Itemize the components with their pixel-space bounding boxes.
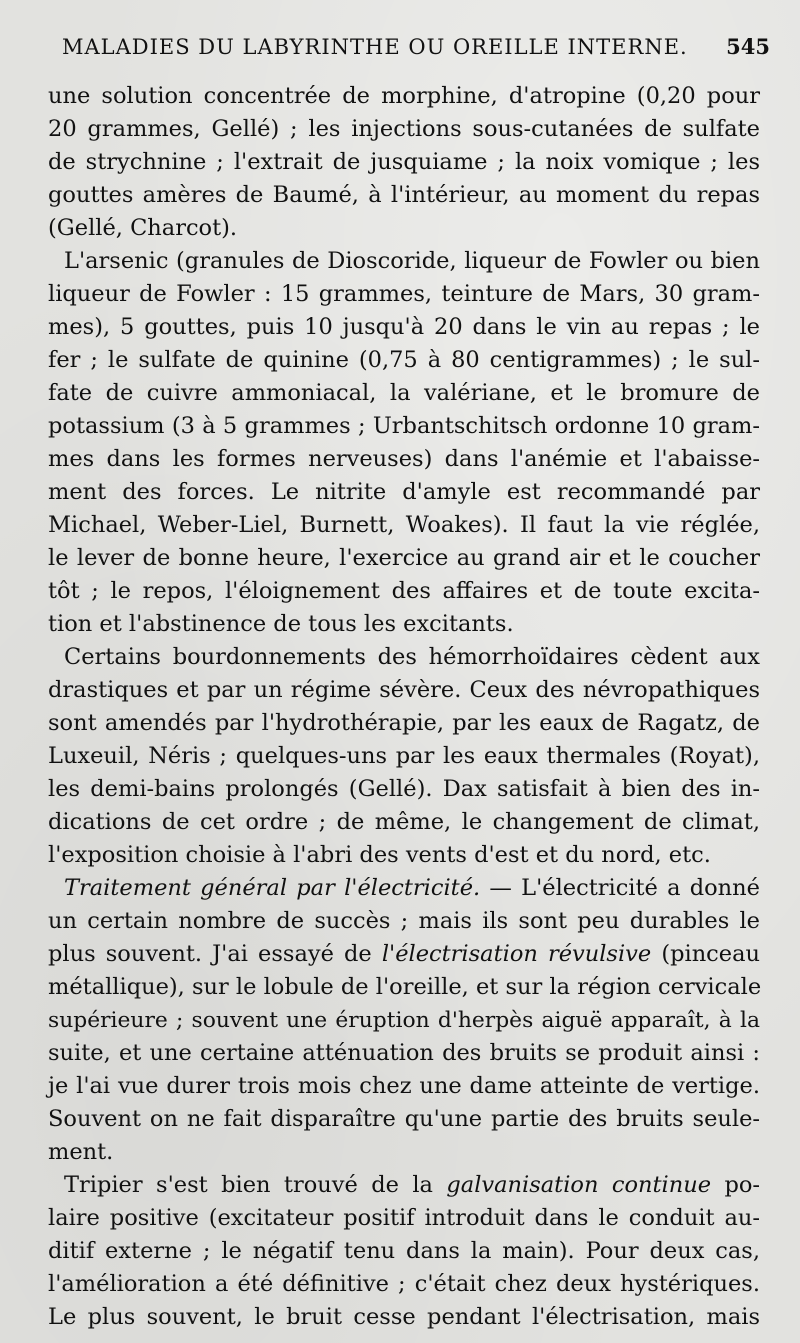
text-line: suite, et une certaine atténuation des bruits se produit ainsi : — [48, 1040, 760, 1066]
text-line: laire positive (excitateur positif introduit dans le conduit au- — [48, 1205, 760, 1231]
text-line: métallique), sur le lobule de l'oreille, et sur la région cervicale — [48, 974, 762, 1000]
text-line: ment. — [48, 1139, 114, 1165]
text-line: Le plus souvent, le bruit cesse pendant l'électrisation, mais — [48, 1304, 760, 1330]
text-line: tion et l'abstinence de tous les excitants. — [48, 611, 514, 637]
text-line: drastiques et par un régime sévère. Ceux des névropathiques — [48, 677, 760, 703]
text-line: l'amélioration a été définitive ; c'était chez deux hystériques. — [48, 1271, 760, 1297]
text-line: Certains bourdonnements des hémorrhoïdaires cèdent aux — [64, 644, 760, 670]
text-line: un certain nombre de succès ; mais ils sont peu durables le — [48, 908, 760, 934]
text-line: ditif externe ; le négatif tenu dans la main). Pour deux cas, — [48, 1238, 760, 1264]
electricity-heading: Traitement général par l'électricité. — [64, 875, 481, 901]
text-line: le lever de bonne heure, l'exercice au grand air et le coucher — [48, 545, 760, 571]
text-line: mes dans les formes nerveuses) dans l'anémie et l'abaisse- — [48, 446, 760, 472]
italic-term: galvanisation continue — [446, 1172, 712, 1198]
line-text-after: (pinceau — [651, 941, 761, 967]
text-line: potassium (3 à 5 grammes ; Urbantschitsch ordonne 10 gram- — [48, 413, 760, 439]
electricity-heading-rest: — L'électricité a donné — [480, 875, 760, 901]
text-line: 20 grammes, Gellé) ; les injections sous-cutanées de sulfate — [48, 116, 760, 142]
text-line: ment des forces. Le nitrite d'amyle est recommandé par — [48, 479, 760, 505]
text-line: dications de cet ordre ; de même, le changement de climat, — [48, 809, 760, 835]
line-text-after: po- — [711, 1172, 760, 1198]
text-line: de strychnine ; l'extrait de jusquiame ; la noix vomique ; les — [48, 149, 760, 175]
text-line: tôt ; le repos, l'éloignement des affaires et de toute excita- — [48, 578, 760, 604]
text-line: gouttes amères de Baumé, à l'intérieur, au moment du repas — [48, 182, 760, 208]
tripier-first-line — [48, 1169, 760, 1202]
text-line: je l'ai vue durer trois mois chez une dame atteinte de vertige. — [48, 1073, 760, 1099]
running-head — [62, 34, 770, 70]
text-line: l'exposition choisie à l'abri des vents d'est et du nord, etc. — [48, 842, 711, 868]
text-line: une solution concentrée de morphine, d'atropine (0,20 pour — [48, 83, 760, 109]
text-line: fer ; le sulfate de quinine (0,75 à 80 centigrammes) ; le sul- — [48, 347, 760, 373]
text-line: fate de cuivre ammoniacal, la valériane, et le bromure de — [48, 380, 760, 406]
text-line: supérieure ; souvent une éruption d'herpès aiguë apparaît, à la — [48, 1008, 760, 1033]
italic-term: l'électrisation révulsive — [381, 941, 652, 967]
paragraphs-main — [48, 80, 760, 872]
text-line: Luxeuil, Néris ; quelques-uns par les eaux thermales (Royat), — [48, 743, 760, 769]
text-line: L'arsenic (granules de Dioscoride, liqueur de Fowler ou bien — [64, 248, 760, 274]
text-line: liqueur de Fowler : 15 grammes, teinture de Mars, 30 gram- — [48, 281, 760, 307]
text-line: mes), 5 gouttes, puis 10 jusqu'à 20 dans le vin au repas ; le — [48, 314, 760, 340]
text-line: Michael, Weber-Liel, Burnett, Woakes). Il faut la vie réglée, — [48, 512, 760, 538]
page-number: 545 — [726, 34, 770, 59]
running-title: MALADIES DU LABYRINTHE OU OREILLE INTERNE. — [62, 35, 688, 59]
text-line: les demi-bains prolongés (Gellé). Dax satisfait à bien des in- — [48, 776, 760, 802]
text-line: (Gellé, Charcot). — [48, 215, 238, 241]
text-line-with-italic — [48, 938, 760, 971]
line-text: Tripier s'est bien trouvé de la — [64, 1172, 433, 1198]
body-text — [48, 80, 760, 1334]
text-line: Souvent on ne fait disparaître qu'une partie des bruits seule- — [48, 1106, 760, 1132]
electricity-heading-line — [48, 872, 760, 905]
line-text: plus souvent. J'ai essayé de — [48, 941, 372, 967]
text-line: sont amendés par l'hydrothérapie, par les eaux de Ragatz, de — [48, 710, 760, 736]
